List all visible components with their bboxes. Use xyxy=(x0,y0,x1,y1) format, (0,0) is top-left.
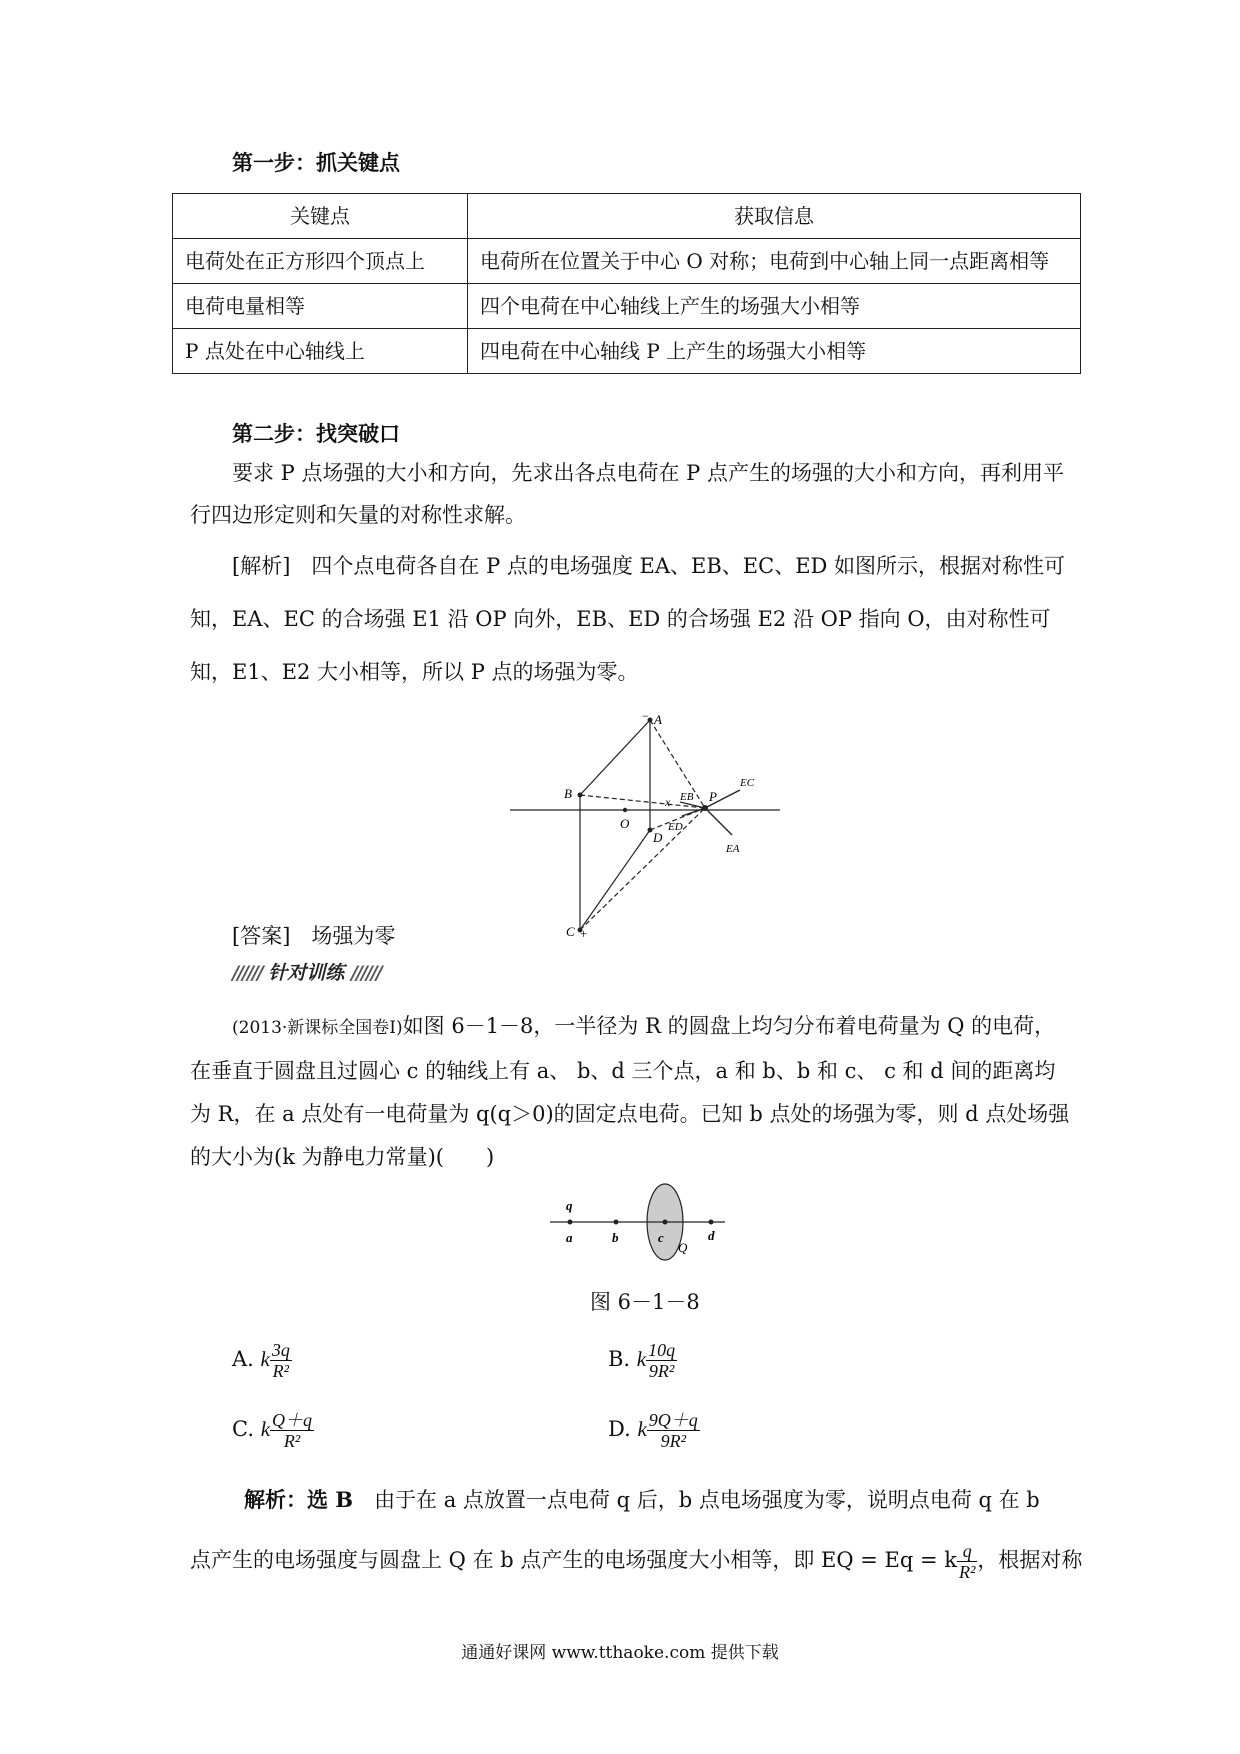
step1-heading: 第一步：抓关键点 xyxy=(232,150,400,175)
step2-text: 要求 P 点场强的大小和方向，先求出各点电荷在 P 点产生的场强的大小和方向，再利用平行四边形定则和矢量的对称性求解。 xyxy=(190,461,1064,527)
table-cell-key: P 点处在中心轴线上 xyxy=(173,329,468,374)
table-cell-info: 四电荷在中心轴线 P 上产生的场强大小相等 xyxy=(468,329,1081,374)
analysis-paragraph xyxy=(190,540,1070,699)
answer-line xyxy=(232,916,395,957)
option-c: C. k $\frac{Q+q}{\text{R²}}$ xyxy=(232,1410,313,1451)
label-a: a xyxy=(566,1230,573,1245)
problem-text: 如图 6－1－8，一半径为 R 的圆盘上均匀分布着电荷量为 Q 的电荷，在垂直于圆盘且过圆心 c 的轴线上有 a、 b、d 三个点，a 和 b、b 和 c、 c 和 d 间的距离均为 R，在 a 点处有一电荷量为 q(q＞0)的固定点电荷。已知 b 点处的场强为零，则 d 点处场强的大小为(k 为静电力常量)( ) xyxy=(190,1014,1070,1169)
solution-text1: 由于在 a 点放置一点电荷 q 后，b 点电场强度为零，说明点电荷 q 在 b xyxy=(374,1488,1040,1512)
option-b: B. k $\frac{10q}{\text{9R²}}$ xyxy=(608,1340,676,1381)
option-a: A. k $\frac{3q}{\text{R²}}$ xyxy=(232,1340,290,1381)
answer-tag: [答案] xyxy=(232,924,291,948)
table-row xyxy=(173,329,1081,374)
step2-heading: 第二步：找突破口 xyxy=(232,421,400,446)
label-c: c xyxy=(658,1230,664,1245)
charge-square-figure xyxy=(500,700,790,940)
option-d: D. k $\frac{9Q+q}{\text{9R²}}$ xyxy=(608,1410,698,1451)
solution-text2: 点产生的电场强度与圆盘上 Q 在 b 点产生的电场强度大小相等，即 EQ = Eq = k xyxy=(190,1548,957,1572)
label-Q: Q xyxy=(678,1240,688,1255)
label-C-sign: + xyxy=(580,926,588,940)
label-EB: EB xyxy=(680,791,694,803)
disk-axis-figure xyxy=(550,1180,730,1280)
hatch-right-icon: ////// xyxy=(350,962,381,984)
label-EA: EA xyxy=(726,843,740,855)
solution-text3: ，根据对称 xyxy=(977,1548,1083,1572)
key-points-table xyxy=(172,193,1081,374)
label-q: q xyxy=(566,1198,573,1213)
table-header-row xyxy=(173,194,1081,239)
table-cell-key: 电荷电量相等 xyxy=(173,284,468,329)
label-x: x xyxy=(665,795,671,809)
training-label: 针对训练 xyxy=(268,962,345,984)
label-O: O xyxy=(620,816,630,831)
analysis-tag: [解析] xyxy=(232,554,291,578)
problem-paragraph xyxy=(190,1005,1070,1179)
label-C: C xyxy=(566,924,575,939)
solution-line2: 点产生的电场强度与圆盘上 Q 在 b 点产生的电场强度大小相等，即 EQ = Eq = k $\frac{q}{\text{R²}}$ ，根据对称 xyxy=(190,1541,1083,1582)
hatch-left-icon: ////// xyxy=(232,962,262,984)
analysis-text: 四个点电荷各自在 P 点的电场强度 EA、EB、EC、ED 如图所示，根据对称性可知，EA、EC 的合场强 E1 沿 OP 向外，EB、ED 的合场强 E2 沿 OP 指向 O，由对称性可知，E1、E2 大小相等，所以 P 点的场强为零。 xyxy=(190,554,1066,684)
answer-text: 场强为零 xyxy=(311,924,396,948)
table-cell-info: 电荷所在位置关于中心 O 对称；电荷到中心轴上同一点距离相等 xyxy=(468,239,1081,284)
solution-lead: 解析：选 B xyxy=(244,1487,354,1512)
label-A: A xyxy=(654,712,662,727)
page-footer: 通通好课网 www.tthaoke.com 提供下载 xyxy=(461,1643,779,1663)
label-d: d xyxy=(708,1228,715,1243)
table-header-key: 关键点 xyxy=(173,194,468,239)
label-P: P xyxy=(709,789,717,804)
problem-source: (2013·新课标全国卷Ⅰ) xyxy=(232,1018,403,1038)
label-ED: ED xyxy=(668,821,683,833)
table-row xyxy=(173,284,1081,329)
table-cell-info: 四个电荷在中心轴线上产生的场强大小相等 xyxy=(468,284,1081,329)
label-D: D xyxy=(653,830,663,845)
table-header-info: 获取信息 xyxy=(468,194,1081,239)
label-B: B xyxy=(564,786,572,801)
table-row xyxy=(173,239,1081,284)
figure2-caption: 图 6－1－8 xyxy=(590,1290,700,1314)
training-banner xyxy=(232,958,381,985)
table-cell-key: 电荷处在正方形四个顶点上 xyxy=(173,239,468,284)
label-EC: EC xyxy=(740,777,755,789)
solution-line1 xyxy=(244,1478,1040,1522)
label-A-sign: − xyxy=(642,709,649,723)
label-b: b xyxy=(612,1230,619,1245)
